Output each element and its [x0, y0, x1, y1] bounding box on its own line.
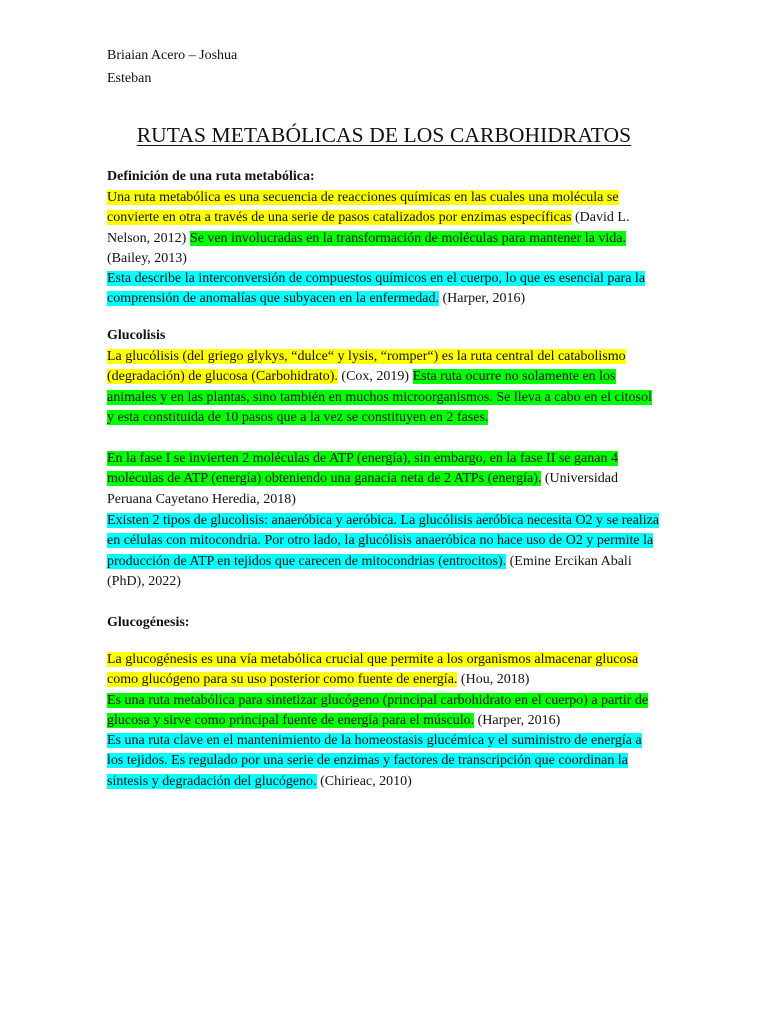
section-heading-glucolisis: Glucolisis: [107, 328, 166, 343]
section-heading-definicion: Definición de una ruta metabólica:: [107, 169, 315, 184]
paragraph-glucolisis-3: [107, 511, 660, 592]
highlight-text: Es una ruta metabólica para sintetizar glucógeno (principal carbohidrato en el cuerpo) a partir de glucosa y sirve como principal fuente de energía para el músculo.: [107, 693, 649, 729]
citation: (Cox, 2019): [337, 369, 413, 385]
highlight-text: En la fase I se invierten 2 moléculas de ATP (energía), sin embargo, en la fase II se ganan 4 moléculas de ATP (energía) obteniendo una ganacia neta de 2 ATPs (energía).: [107, 451, 618, 487]
paragraph-glucogenesis-3: [107, 731, 660, 792]
paragraph-definicion-1: [107, 188, 660, 269]
highlight-text: Existen 2 tipos de glucolisis: anaeróbica y aeróbica. La glucólisis aeróbica necesita O2 y se realiza en células con mitocondria. Por otro lado, la glucólisis anaeróbica no hace uso de O2 y permite la producción de ATP en tejidos que carecen de mitocondrias (entrocitos).: [107, 513, 660, 569]
citation: (Emine Ercikan Abali (PhD), 2022): [107, 553, 632, 589]
author-line-1: Briaian Acero – Joshua: [107, 48, 238, 63]
paragraph-glucogenesis-2: [107, 691, 660, 732]
author-line-2: Esteban: [107, 71, 152, 86]
citation: (Chirieac, 2010): [316, 773, 412, 789]
highlight-text: La glucólisis (del griego glykys, “dulce“ y lysis, “romper“) es la ruta central del catabolismo (degradación) de glucosa (Carbohidrato).: [107, 349, 626, 385]
citation: (David L. Nelson, 2012): [107, 210, 630, 246]
paragraph-definicion-2: [107, 269, 660, 310]
highlight-text: Se ven involucradas en la transformación de moléculas para mantener la vida.: [189, 230, 626, 246]
highlight-text: Esta describe la interconversión de compuestos químicos en el cuerpo, lo que es esencial para la comprensión de anomalías que subyacen en la enfermedad.: [107, 271, 646, 307]
paragraph-glucolisis-2: [107, 449, 660, 510]
section-heading-glucogenesis: Glucogénesis:: [107, 615, 190, 630]
highlight-text: Es una ruta clave en el mantenimiento de la homeostasis glucémica y el suministro de energía a los tejidos. Es regulado por una serie de enzimas y factores de transcripción que coordinan la síntesis y degradación del glucógeno.: [107, 733, 642, 789]
paragraph-glucolisis-1: [107, 347, 660, 428]
citation: (Bailey, 2013): [107, 250, 187, 266]
highlight-text: Esta ruta ocurre no solamente en los animales y en las plantas, sino también en muchos microorganismos. Se lleva a cabo en el citosol y esta constituida de 10 pasos que a la vez se constituyen en 2 fases.: [107, 369, 652, 425]
highlight-text: La glucogénesis es una vía metabólica crucial que permite a los organismos almacenar glucosa como glucógeno para su uso posterior como fuente de energía.: [107, 652, 639, 688]
highlight-text: Una ruta metabólica es una secuencia de reacciones químicas en las cuales una molécula se convierte en otra a través de una serie de pasos catalizados por enzimas específicas: [107, 190, 619, 226]
citation: (Universidad Peruana Cayetano Heredia, 2018): [107, 471, 618, 507]
citation: (Harper, 2016): [474, 713, 561, 729]
citation: (Hou, 2018): [457, 672, 530, 688]
paragraph-glucogenesis-1: [107, 650, 660, 691]
citation: (Harper, 2016): [438, 291, 526, 307]
document-title: RUTAS METABÓLICAS DE LOS CARBOHIDRATOS: [136, 123, 632, 147]
